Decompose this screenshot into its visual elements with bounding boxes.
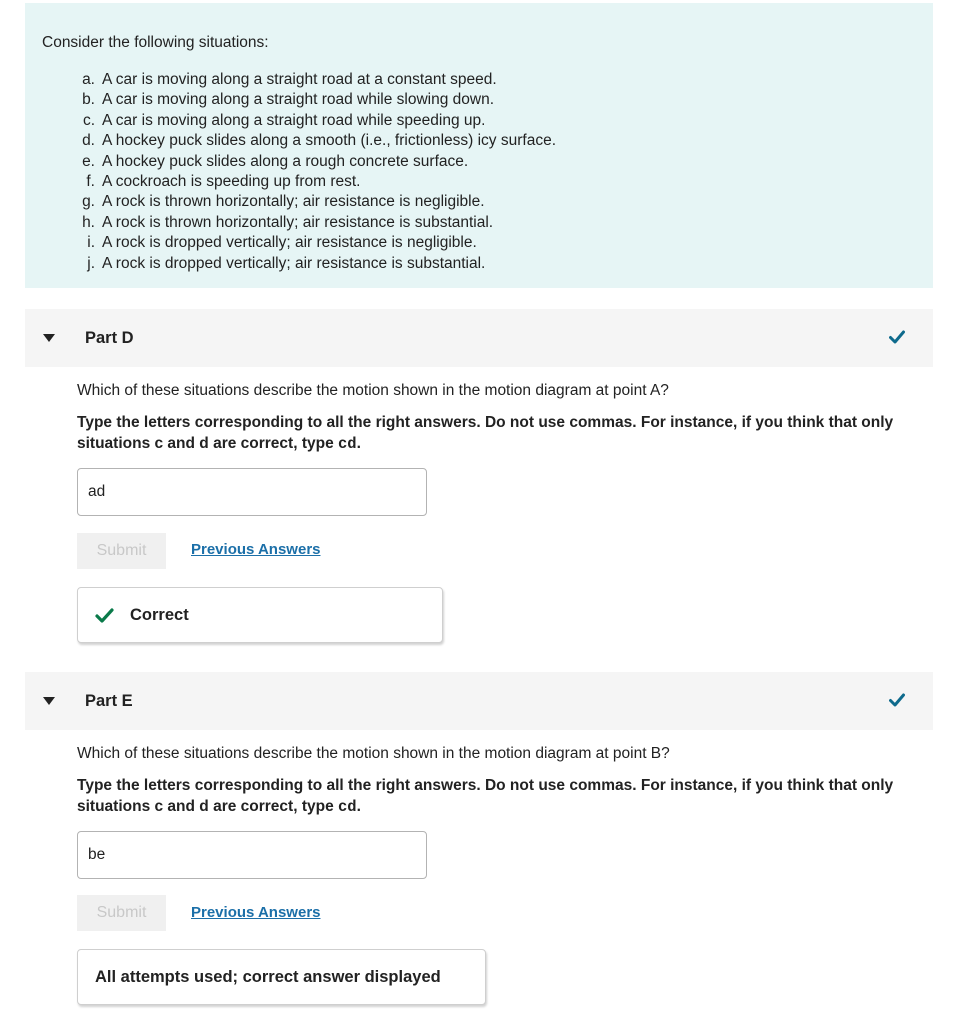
list-item [70,172,933,192]
part-d-question: Which of these situations describe the motion shown in the motion diagram at point A? [77,382,669,399]
feedback-text: All attempts used; correct answer displayed [95,967,441,986]
list-item [70,192,933,212]
part-e-header[interactable] [25,672,933,730]
list-item [70,70,933,90]
list-item [70,90,933,110]
list-item [70,131,933,151]
situation-text: A cockroach is speeding up from rest. [102,173,361,191]
situation-letter: h. [82,213,95,231]
situations-title: Consider the following situations: [42,34,269,51]
situation-letter: d. [82,132,95,150]
situation-letter: j. [87,254,95,272]
list-item [70,213,933,233]
instructions-code: cd [338,797,357,816]
situations-panel [25,3,933,288]
situation-text: A car is moving along a straight road while speeding up. [102,111,486,129]
situation-text: A car is moving along a straight road while slowing down. [102,91,495,109]
part-e-answer-input[interactable]: be [77,831,427,879]
part-d-title: Part D [85,328,134,347]
part-d-feedback [77,587,443,643]
part-e-instructions [77,776,922,817]
part-d-header[interactable] [25,309,933,367]
part-d-body [77,381,922,454]
complete-check-icon [889,330,905,349]
situation-letter: a. [82,71,95,88]
part-e-submit-button[interactable]: Submit [77,895,166,931]
instructions-suffix: . [356,434,361,452]
feedback-text: Correct [130,605,189,624]
part-d-answer-input[interactable]: ad [77,468,427,516]
part-e-feedback [77,949,486,1005]
list-item [70,233,933,253]
situations-list [42,70,933,274]
situation-text: A rock is thrown horizontally; air resistance is negligible. [102,193,485,211]
situation-letter: b. [82,91,95,109]
situation-text: A car is moving along a straight road at a constant speed. [102,71,497,88]
instructions-suffix: . [356,797,361,815]
complete-check-icon [889,693,905,712]
instructions-text: Type the letters corresponding to all the right answers. Do not use commas. For instance, if you think that only situations c and d are correct, type [77,777,894,815]
instructions-code: cd [338,434,357,453]
part-d-previous-answers-link[interactable]: Previous Answers [191,541,321,558]
part-d-instructions [77,413,922,454]
part-e-body [77,744,922,817]
situation-letter: e. [82,152,95,170]
situation-letter: i. [87,234,95,252]
situation-letter: f. [86,173,95,191]
list-item [70,152,933,172]
situation-letter: c. [82,111,95,129]
situation-text: A hockey puck slides along a smooth (i.e., frictionless) icy surface. [102,132,557,150]
part-e-title: Part E [85,691,133,710]
situation-text: A rock is thrown horizontally; air resistance is substantial. [102,213,494,231]
instructions-text: Type the letters corresponding to all the right answers. Do not use commas. For instance, if you think that only situations c and d are correct, type [77,414,894,452]
part-e-previous-answers-link[interactable]: Previous Answers [191,904,321,921]
situation-text: A rock is dropped vertically; air resistance is negligible. [102,234,477,252]
collapse-caret-icon[interactable] [43,697,55,705]
correct-check-icon [95,608,114,623]
list-item [70,254,933,274]
part-d-submit-button[interactable]: Submit [77,533,166,569]
part-e-question: Which of these situations describe the motion shown in the motion diagram at point B? [77,745,670,762]
situation-text: A rock is dropped vertically; air resistance is substantial. [102,254,486,272]
list-item [70,111,933,131]
situation-letter: g. [82,193,95,211]
collapse-caret-icon[interactable] [43,334,55,342]
situation-text: A hockey puck slides along a rough concrete surface. [102,152,469,170]
